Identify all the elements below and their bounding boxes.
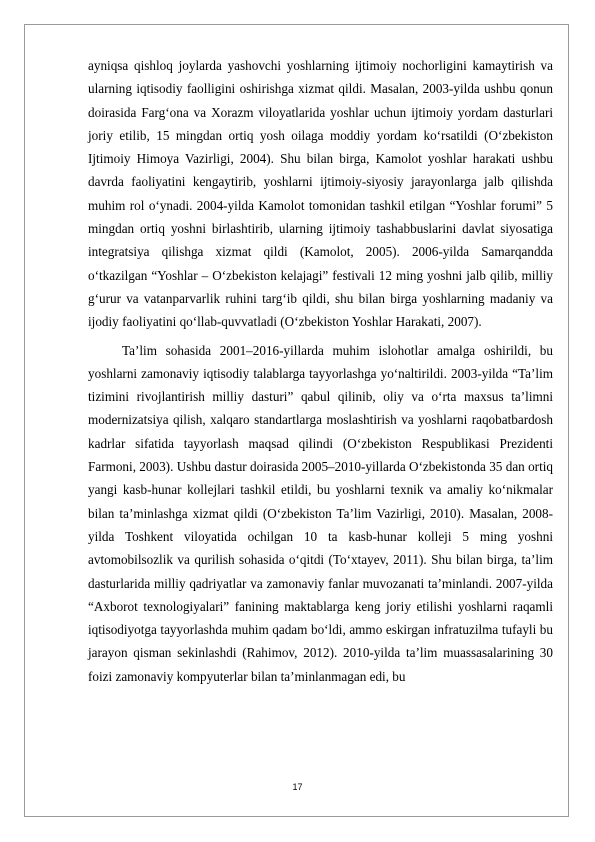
paragraph-1: ayniqsa qishloq joylarda yashovchi yoshlarning ijtimoiy nochorligini kamaytirish va ularning iqtisodiy faolligini oshirishga xizmat qildi. Masalan, 2003-yilda ushbu qonun doirasida Farg‘ona va Xorazm viloyatlarida yoshlar uchun ijtimoiy yordam dasturlari joriy etilib, 15 mingdan ortiq yosh oilaga moddiy yordam ko‘rsatildi (O‘zbekiston Ijtimoiy Himoya Vazirligi, 2004). Shu bilan birga, Kamolot yoshlar harakati ushbu davrda faoliyatini kengaytirib, yoshlarni ijtimoiy-siyosiy jarayonlarga jalb qilishda muhim rol o‘ynadi. 2004-yilda Kamolot tomonidan tashkil etilgan “Yoshlar forumi” 5 mingdan ortiq yoshni birlashtirib, ularning ijtimoiy tashabbuslarini davlat siyosatiga integratsiya qilishga xizmat qildi (Kamolot, 2005). 2006-yilda Samarqandda o‘tkazilgan “Yoshlar – O‘zbekiston kelajagi” festivali 12 ming yoshni jalb qilib, milliy g‘urur va vatanparvarlik ruhini targ‘ib qildi, shu bilan birga yoshlarning madaniy va ijodiy faoliyatini qo‘llab-quvvatladi (O‘zbekiston Yoshlar Harakati, 2007). bbox=[88, 58, 553, 330]
paragraph-2: Ta’lim sohasida 2001–2016-yillarda muhim islohotlar amalga oshirildi, bu yoshlarni zamonaviy iqtisodiy talablarga tayyorlashga yo‘naltirildi. 2003-yilda “Ta’lim tizimini rivojlantirish milliy dasturi” qabul qilinib, oliy va o‘rta maxsus ta’limni modernizatsiya qilish, xalqaro standartlarga moslashtirish va yoshlarni raqobatbardosh kadrlar sifatida tayyorlash maqsad qilindi (O‘zbekiston Respublikasi Prezidenti Farmoni, 2003). Ushbu dastur doirasida 2005–2010-yillarda O‘zbekistonda 35 dan ortiq yangi kasb-hunar kollejlari tashkil etildi, bu yoshlarni texnik va amaliy ko‘nikmalar bilan ta’minlashga xizmat qildi (O‘zbekiston Ta’lim Vazirligi, 2010). Masalan, 2008-yilda Toshkent viloyatida ochilgan 10 ta kasb-hunar kolleji 5 ming yoshni avtomobilsozlik va qurilish sohasida o‘qitdi (To‘xtayev, 2011). Shu bilan birga, ta’lim dasturlarida milliy qadriyatlar va zamonaviy fanlar muvozanati ta’minlandi. 2007-yilda “Axborot texnologiyalari” fanining maktablarga keng joriy etilishi yoshlarni raqamli iqtisodiyotga tayyorlashda muhim qadam bo‘ldi, ammo eskirgan infratuzilma tufayli bu jarayon qisman sekinlashdi (Rahimov, 2012). 2010-yilda ta’lim muassasalarining 30 foizi zamonaviy kompyuterlar bilan ta’minlanmagan edi, bu bbox=[88, 342, 553, 684]
document-body bbox=[88, 54, 553, 688]
page-number: 17 bbox=[292, 782, 303, 792]
